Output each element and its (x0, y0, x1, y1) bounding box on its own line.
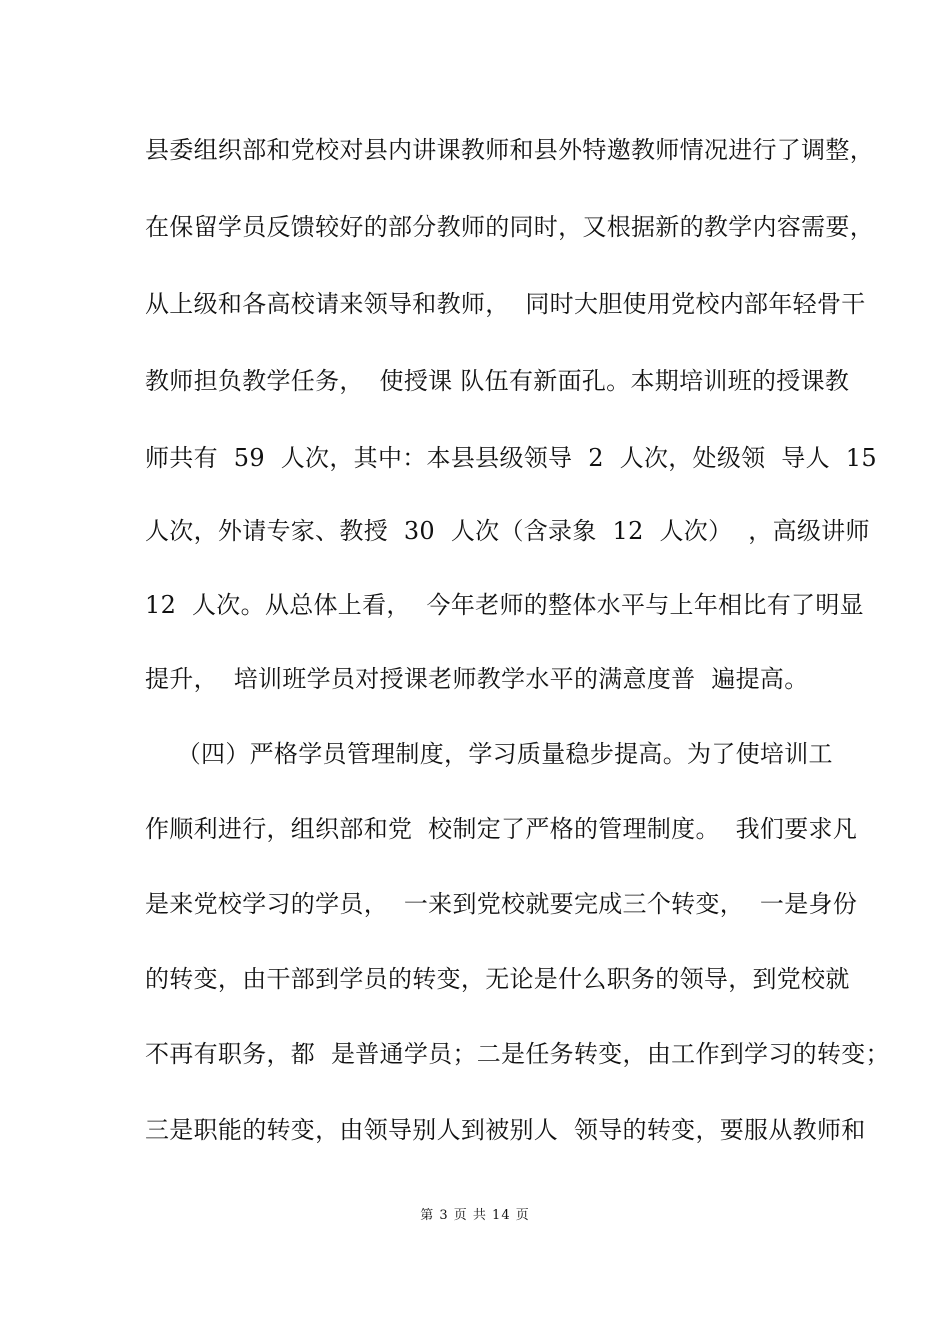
body-line-4: 教师担负教学任务， 使授课 队伍有新面孔。本期培训班的授课教 (145, 367, 850, 395)
body-line-2: 在保留学员反馈较好的部分教师的同时，又根据新的教学内容需要， (145, 213, 874, 241)
page-number-footer: 第 3 页 共 14 页 (420, 1208, 530, 1223)
body-line-3: 从上级和各高校请来领导和教师， 同时大胆使用党校内部年轻骨干 (145, 290, 866, 318)
body-line-14: 三是职能的转变，由领导别人到被别人 领导的转变，要服从教师和 (145, 1116, 866, 1144)
body-line-6: 人次，外请专家、教授 30 人次（含录象 12 人次） ，高级讲师 (145, 517, 870, 545)
body-line-7: 12 人次。从总体上看， 今年老师的整体水平与上年相比有了明显 (145, 591, 864, 619)
body-line-5: 师共有 59 人次，其中：本县县级领导 2 人次，处级领 导人 15 (145, 444, 877, 472)
body-line-9: （四）严格学员管理制度，学习质量稳步提高。为了使培训工 (145, 740, 833, 768)
body-line-1: 县委组织部和党校对县内讲课教师和县外特邀教师情况进行了调整， (145, 136, 874, 164)
body-line-11: 是来党校学习的学员， 一来到党校就要完成三个转变， 一是身份 (145, 890, 858, 918)
body-line-13: 不再有职务，都 是普通学员；二是任务转变，由工作到学习的转变； (145, 1040, 890, 1068)
body-line-8: 提升， 培训班学员对授课老师教学水平的满意度普 遍提高。 (145, 665, 809, 693)
body-line-12: 的转变，由干部到学员的转变，无论是什么职务的领导，到党校就 (145, 965, 850, 993)
body-line-10: 作顺利进行，组织部和党 校制定了严格的管理制度。 我们要求凡 (145, 815, 858, 843)
